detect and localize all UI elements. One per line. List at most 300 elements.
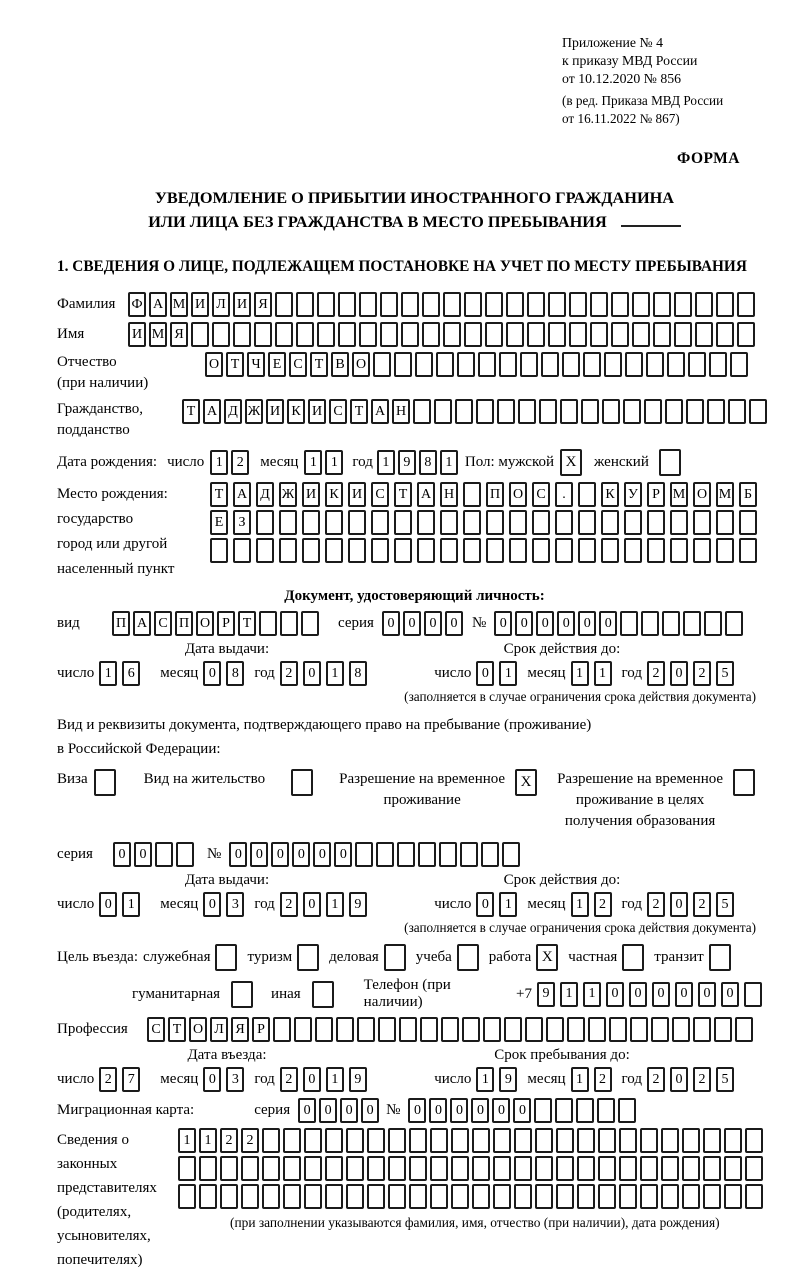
char-cell[interactable]: Б <box>739 482 757 507</box>
char-cell[interactable]: 7 <box>122 1067 140 1092</box>
char-cell[interactable] <box>256 510 274 535</box>
char-cell[interactable] <box>422 292 440 317</box>
residence-number-cells[interactable] <box>229 842 523 867</box>
char-cell[interactable]: Т <box>226 352 244 377</box>
char-cell[interactable] <box>420 1017 438 1042</box>
char-cell[interactable] <box>625 352 643 377</box>
char-cell[interactable] <box>619 1184 637 1209</box>
char-cell[interactable] <box>367 1184 385 1209</box>
char-cell[interactable] <box>623 399 641 424</box>
char-cell[interactable] <box>532 510 550 535</box>
char-cell[interactable]: К <box>325 482 343 507</box>
char-cell[interactable] <box>283 1156 301 1181</box>
char-cell[interactable] <box>210 538 228 563</box>
char-cell[interactable] <box>439 842 457 867</box>
char-cell[interactable]: С <box>289 352 307 377</box>
char-cell[interactable]: 2 <box>594 892 612 917</box>
char-cell[interactable] <box>417 510 435 535</box>
surname-cells[interactable] <box>128 292 758 317</box>
char-cell[interactable]: Ж <box>245 399 263 424</box>
char-cell[interactable] <box>388 1128 406 1153</box>
char-cell[interactable]: 2 <box>280 1067 298 1092</box>
issue-month-cells[interactable] <box>203 661 249 686</box>
char-cell[interactable]: Н <box>392 399 410 424</box>
char-cell[interactable] <box>535 1128 553 1153</box>
char-cell[interactable] <box>359 322 377 347</box>
char-cell[interactable] <box>434 399 452 424</box>
char-cell[interactable] <box>451 1156 469 1181</box>
char-cell[interactable]: З <box>233 510 251 535</box>
char-cell[interactable]: 2 <box>99 1067 117 1092</box>
char-cell[interactable] <box>646 352 664 377</box>
char-cell[interactable]: 8 <box>419 450 437 475</box>
char-cell[interactable]: Р <box>252 1017 270 1042</box>
stay-day-cells[interactable] <box>476 1067 522 1092</box>
char-cell[interactable]: 0 <box>476 892 494 917</box>
char-cell[interactable]: Л <box>210 1017 228 1042</box>
char-cell[interactable]: 5 <box>716 892 734 917</box>
char-cell[interactable]: И <box>191 292 209 317</box>
char-cell[interactable]: 9 <box>537 982 555 1007</box>
char-cell[interactable] <box>624 510 642 535</box>
char-cell[interactable] <box>525 1017 543 1042</box>
char-cell[interactable]: И <box>308 399 326 424</box>
char-cell[interactable]: 0 <box>382 611 400 636</box>
char-cell[interactable]: 9 <box>349 1067 367 1092</box>
char-cell[interactable]: 2 <box>647 661 665 686</box>
char-cell[interactable] <box>724 1156 742 1181</box>
char-cell[interactable]: Т <box>238 611 256 636</box>
char-cell[interactable] <box>280 611 298 636</box>
char-cell[interactable] <box>653 322 671 347</box>
char-cell[interactable]: 0 <box>652 982 670 1007</box>
char-cell[interactable] <box>578 510 596 535</box>
birth-place-row3-cells[interactable] <box>210 538 762 563</box>
char-cell[interactable] <box>481 842 499 867</box>
char-cell[interactable] <box>695 322 713 347</box>
char-cell[interactable] <box>418 842 436 867</box>
char-cell[interactable] <box>514 1156 532 1181</box>
char-cell[interactable]: Т <box>310 352 328 377</box>
char-cell[interactable] <box>346 1184 364 1209</box>
purpose-official-checkbox[interactable] <box>215 944 237 971</box>
char-cell[interactable]: В <box>331 352 349 377</box>
residence-valid-year-cells[interactable] <box>647 892 739 917</box>
char-cell[interactable] <box>693 510 711 535</box>
char-cell[interactable]: С <box>532 482 550 507</box>
char-cell[interactable]: 1 <box>99 661 117 686</box>
char-cell[interactable] <box>338 292 356 317</box>
char-cell[interactable]: 0 <box>303 892 321 917</box>
char-cell[interactable] <box>541 352 559 377</box>
char-cell[interactable] <box>601 538 619 563</box>
char-cell[interactable]: 1 <box>210 450 228 475</box>
doc-number-cells[interactable] <box>494 611 746 636</box>
char-cell[interactable] <box>279 510 297 535</box>
char-cell[interactable] <box>683 611 701 636</box>
char-cell[interactable] <box>535 1156 553 1181</box>
char-cell[interactable] <box>730 352 748 377</box>
purpose-tourism-checkbox[interactable] <box>297 944 319 971</box>
entry-day-cells[interactable] <box>99 1067 145 1092</box>
char-cell[interactable]: М <box>170 292 188 317</box>
char-cell[interactable] <box>304 1184 322 1209</box>
char-cell[interactable] <box>346 1128 364 1153</box>
char-cell[interactable]: А <box>149 292 167 317</box>
char-cell[interactable]: 1 <box>476 1067 494 1092</box>
char-cell[interactable] <box>674 292 692 317</box>
char-cell[interactable] <box>483 1017 501 1042</box>
char-cell[interactable] <box>325 538 343 563</box>
char-cell[interactable] <box>682 1156 700 1181</box>
char-cell[interactable] <box>254 322 272 347</box>
char-cell[interactable]: Т <box>182 399 200 424</box>
char-cell[interactable] <box>463 538 481 563</box>
char-cell[interactable] <box>502 842 520 867</box>
char-cell[interactable] <box>661 1184 679 1209</box>
char-cell[interactable] <box>532 538 550 563</box>
char-cell[interactable] <box>569 292 587 317</box>
char-cell[interactable]: Я <box>170 322 188 347</box>
char-cell[interactable]: 0 <box>303 661 321 686</box>
char-cell[interactable]: 1 <box>326 1067 344 1092</box>
char-cell[interactable] <box>283 1184 301 1209</box>
char-cell[interactable]: С <box>329 399 347 424</box>
char-cell[interactable] <box>220 1156 238 1181</box>
char-cell[interactable] <box>409 1184 427 1209</box>
char-cell[interactable]: 0 <box>408 1098 426 1123</box>
char-cell[interactable] <box>357 1017 375 1042</box>
purpose-work-checkbox[interactable]: X <box>536 944 558 971</box>
issue-day-cells[interactable] <box>99 661 145 686</box>
char-cell[interactable] <box>178 1184 196 1209</box>
char-cell[interactable]: 2 <box>220 1128 238 1153</box>
char-cell[interactable] <box>641 611 659 636</box>
char-cell[interactable] <box>259 611 277 636</box>
char-cell[interactable] <box>707 399 725 424</box>
char-cell[interactable] <box>604 352 622 377</box>
char-cell[interactable]: К <box>287 399 305 424</box>
char-cell[interactable]: С <box>154 611 172 636</box>
char-cell[interactable] <box>378 1017 396 1042</box>
char-cell[interactable] <box>262 1128 280 1153</box>
char-cell[interactable]: 0 <box>513 1098 531 1123</box>
char-cell[interactable]: 0 <box>557 611 575 636</box>
residence-permit-checkbox[interactable] <box>291 769 313 796</box>
char-cell[interactable] <box>667 352 685 377</box>
char-cell[interactable]: 9 <box>499 1067 517 1092</box>
char-cell[interactable] <box>620 611 638 636</box>
char-cell[interactable] <box>233 322 251 347</box>
char-cell[interactable] <box>191 322 209 347</box>
char-cell[interactable]: 0 <box>134 842 152 867</box>
char-cell[interactable]: О <box>509 482 527 507</box>
char-cell[interactable] <box>640 1184 658 1209</box>
char-cell[interactable]: И <box>128 322 146 347</box>
char-cell[interactable] <box>661 1156 679 1181</box>
char-cell[interactable] <box>376 842 394 867</box>
char-cell[interactable] <box>640 1156 658 1181</box>
char-cell[interactable]: 0 <box>340 1098 358 1123</box>
char-cell[interactable] <box>682 1184 700 1209</box>
char-cell[interactable] <box>497 399 515 424</box>
char-cell[interactable]: 2 <box>647 1067 665 1092</box>
char-cell[interactable] <box>728 399 746 424</box>
doc-type-cells[interactable] <box>112 611 322 636</box>
char-cell[interactable]: О <box>205 352 223 377</box>
char-cell[interactable]: 1 <box>571 661 589 686</box>
char-cell[interactable] <box>632 292 650 317</box>
birth-place-row2-cells[interactable] <box>210 510 762 535</box>
char-cell[interactable] <box>506 322 524 347</box>
char-cell[interactable] <box>716 538 734 563</box>
char-cell[interactable]: А <box>233 482 251 507</box>
char-cell[interactable] <box>514 1128 532 1153</box>
char-cell[interactable] <box>296 292 314 317</box>
char-cell[interactable]: М <box>716 482 734 507</box>
char-cell[interactable] <box>486 538 504 563</box>
char-cell[interactable]: 3 <box>226 892 244 917</box>
char-cell[interactable]: 2 <box>280 661 298 686</box>
char-cell[interactable]: 1 <box>178 1128 196 1153</box>
char-cell[interactable] <box>670 538 688 563</box>
char-cell[interactable]: 5 <box>716 661 734 686</box>
char-cell[interactable]: А <box>417 482 435 507</box>
char-cell[interactable] <box>556 1128 574 1153</box>
char-cell[interactable]: 0 <box>515 611 533 636</box>
char-cell[interactable] <box>556 1184 574 1209</box>
char-cell[interactable] <box>401 322 419 347</box>
char-cell[interactable]: О <box>189 1017 207 1042</box>
char-cell[interactable] <box>581 399 599 424</box>
temp-residence-checkbox[interactable]: X <box>515 769 537 796</box>
char-cell[interactable] <box>315 1017 333 1042</box>
char-cell[interactable]: 2 <box>647 892 665 917</box>
char-cell[interactable] <box>735 1017 753 1042</box>
char-cell[interactable]: 1 <box>499 661 517 686</box>
purpose-study-checkbox[interactable] <box>457 944 479 971</box>
char-cell[interactable] <box>598 1128 616 1153</box>
char-cell[interactable] <box>464 322 482 347</box>
char-cell[interactable] <box>262 1184 280 1209</box>
char-cell[interactable] <box>464 292 482 317</box>
char-cell[interactable] <box>380 322 398 347</box>
char-cell[interactable] <box>463 482 481 507</box>
char-cell[interactable]: 1 <box>304 450 322 475</box>
char-cell[interactable]: С <box>371 482 389 507</box>
char-cell[interactable] <box>601 510 619 535</box>
char-cell[interactable]: 0 <box>319 1098 337 1123</box>
char-cell[interactable] <box>451 1184 469 1209</box>
char-cell[interactable] <box>560 399 578 424</box>
char-cell[interactable]: 0 <box>203 892 221 917</box>
char-cell[interactable] <box>739 510 757 535</box>
char-cell[interactable] <box>672 1017 690 1042</box>
char-cell[interactable] <box>504 1017 522 1042</box>
char-cell[interactable] <box>441 1017 459 1042</box>
char-cell[interactable]: 8 <box>226 661 244 686</box>
char-cell[interactable] <box>611 322 629 347</box>
char-cell[interactable] <box>301 611 319 636</box>
char-cell[interactable] <box>463 510 481 535</box>
char-cell[interactable] <box>440 538 458 563</box>
char-cell[interactable] <box>485 292 503 317</box>
char-cell[interactable]: 0 <box>298 1098 316 1123</box>
char-cell[interactable] <box>682 1128 700 1153</box>
char-cell[interactable]: 0 <box>229 842 247 867</box>
purpose-private-checkbox[interactable] <box>622 944 644 971</box>
char-cell[interactable] <box>618 1098 636 1123</box>
char-cell[interactable] <box>273 1017 291 1042</box>
char-cell[interactable] <box>199 1156 217 1181</box>
birth-place-row1-cells[interactable] <box>210 482 762 507</box>
visa-checkbox[interactable] <box>94 769 116 796</box>
char-cell[interactable] <box>562 352 580 377</box>
char-cell[interactable]: . <box>555 482 573 507</box>
char-cell[interactable] <box>336 1017 354 1042</box>
char-cell[interactable]: 0 <box>271 842 289 867</box>
char-cell[interactable] <box>443 322 461 347</box>
char-cell[interactable] <box>651 1017 669 1042</box>
char-cell[interactable] <box>745 1156 763 1181</box>
char-cell[interactable] <box>749 399 767 424</box>
char-cell[interactable] <box>367 1156 385 1181</box>
char-cell[interactable]: 0 <box>445 611 463 636</box>
char-cell[interactable]: 0 <box>113 842 131 867</box>
char-cell[interactable] <box>388 1184 406 1209</box>
char-cell[interactable] <box>737 322 755 347</box>
char-cell[interactable] <box>583 352 601 377</box>
char-cell[interactable] <box>569 322 587 347</box>
char-cell[interactable] <box>632 322 650 347</box>
char-cell[interactable]: 1 <box>325 450 343 475</box>
char-cell[interactable] <box>709 352 727 377</box>
char-cell[interactable] <box>302 510 320 535</box>
char-cell[interactable]: Л <box>212 292 230 317</box>
residence-valid-month-cells[interactable] <box>571 892 617 917</box>
char-cell[interactable] <box>409 1156 427 1181</box>
char-cell[interactable]: 0 <box>536 611 554 636</box>
char-cell[interactable]: 0 <box>303 1067 321 1092</box>
char-cell[interactable] <box>674 322 692 347</box>
char-cell[interactable] <box>430 1184 448 1209</box>
char-cell[interactable] <box>577 1156 595 1181</box>
char-cell[interactable] <box>693 1017 711 1042</box>
char-cell[interactable] <box>443 292 461 317</box>
char-cell[interactable] <box>279 538 297 563</box>
char-cell[interactable] <box>724 1184 742 1209</box>
char-cell[interactable] <box>662 611 680 636</box>
char-cell[interactable]: 0 <box>606 982 624 1007</box>
stay-year-cells[interactable] <box>647 1067 739 1092</box>
doc-series-cells[interactable] <box>382 611 466 636</box>
char-cell[interactable] <box>493 1156 511 1181</box>
char-cell[interactable] <box>220 1184 238 1209</box>
char-cell[interactable]: 2 <box>594 1067 612 1092</box>
char-cell[interactable] <box>462 1017 480 1042</box>
char-cell[interactable]: 1 <box>199 1128 217 1153</box>
char-cell[interactable] <box>178 1156 196 1181</box>
char-cell[interactable]: М <box>670 482 688 507</box>
char-cell[interactable]: 0 <box>334 842 352 867</box>
char-cell[interactable] <box>548 292 566 317</box>
char-cell[interactable] <box>703 1156 721 1181</box>
char-cell[interactable] <box>703 1128 721 1153</box>
char-cell[interactable]: 0 <box>578 611 596 636</box>
char-cell[interactable]: 0 <box>494 611 512 636</box>
char-cell[interactable]: 0 <box>670 892 688 917</box>
char-cell[interactable]: 1 <box>560 982 578 1007</box>
char-cell[interactable] <box>577 1184 595 1209</box>
char-cell[interactable] <box>640 1128 658 1153</box>
char-cell[interactable] <box>440 510 458 535</box>
char-cell[interactable]: Т <box>168 1017 186 1042</box>
char-cell[interactable] <box>647 538 665 563</box>
char-cell[interactable] <box>567 1017 585 1042</box>
char-cell[interactable]: И <box>266 399 284 424</box>
temp-residence-education-checkbox[interactable] <box>733 769 755 796</box>
entry-month-cells[interactable] <box>203 1067 249 1092</box>
char-cell[interactable] <box>609 1017 627 1042</box>
char-cell[interactable]: 0 <box>361 1098 379 1123</box>
char-cell[interactable] <box>460 842 478 867</box>
char-cell[interactable]: 1 <box>326 661 344 686</box>
char-cell[interactable] <box>233 538 251 563</box>
char-cell[interactable] <box>338 322 356 347</box>
char-cell[interactable]: О <box>693 482 711 507</box>
char-cell[interactable] <box>317 322 335 347</box>
char-cell[interactable]: 1 <box>571 892 589 917</box>
char-cell[interactable]: 0 <box>698 982 716 1007</box>
char-cell[interactable] <box>590 292 608 317</box>
char-cell[interactable] <box>647 510 665 535</box>
char-cell[interactable]: 0 <box>250 842 268 867</box>
char-cell[interactable] <box>514 1184 532 1209</box>
char-cell[interactable] <box>624 538 642 563</box>
char-cell[interactable]: 0 <box>675 982 693 1007</box>
char-cell[interactable] <box>555 510 573 535</box>
char-cell[interactable]: 2 <box>693 661 711 686</box>
char-cell[interactable] <box>493 1184 511 1209</box>
char-cell[interactable] <box>317 292 335 317</box>
char-cell[interactable]: 1 <box>499 892 517 917</box>
char-cell[interactable]: 2 <box>241 1128 259 1153</box>
char-cell[interactable]: 2 <box>231 450 249 475</box>
char-cell[interactable] <box>346 1156 364 1181</box>
char-cell[interactable] <box>199 1184 217 1209</box>
char-cell[interactable]: Н <box>440 482 458 507</box>
char-cell[interactable]: С <box>147 1017 165 1042</box>
phone-cells[interactable] <box>537 982 767 1007</box>
char-cell[interactable] <box>415 352 433 377</box>
char-cell[interactable]: 0 <box>721 982 739 1007</box>
char-cell[interactable]: Д <box>256 482 274 507</box>
char-cell[interactable] <box>325 1128 343 1153</box>
char-cell[interactable]: Я <box>231 1017 249 1042</box>
char-cell[interactable]: 1 <box>122 892 140 917</box>
char-cell[interactable] <box>325 1156 343 1181</box>
char-cell[interactable] <box>436 352 454 377</box>
char-cell[interactable]: 2 <box>280 892 298 917</box>
patronymic-cells[interactable] <box>205 352 751 377</box>
char-cell[interactable] <box>430 1156 448 1181</box>
char-cell[interactable] <box>394 352 412 377</box>
char-cell[interactable] <box>703 1184 721 1209</box>
char-cell[interactable]: И <box>233 292 251 317</box>
char-cell[interactable] <box>653 292 671 317</box>
char-cell[interactable] <box>555 538 573 563</box>
char-cell[interactable]: 8 <box>349 661 367 686</box>
